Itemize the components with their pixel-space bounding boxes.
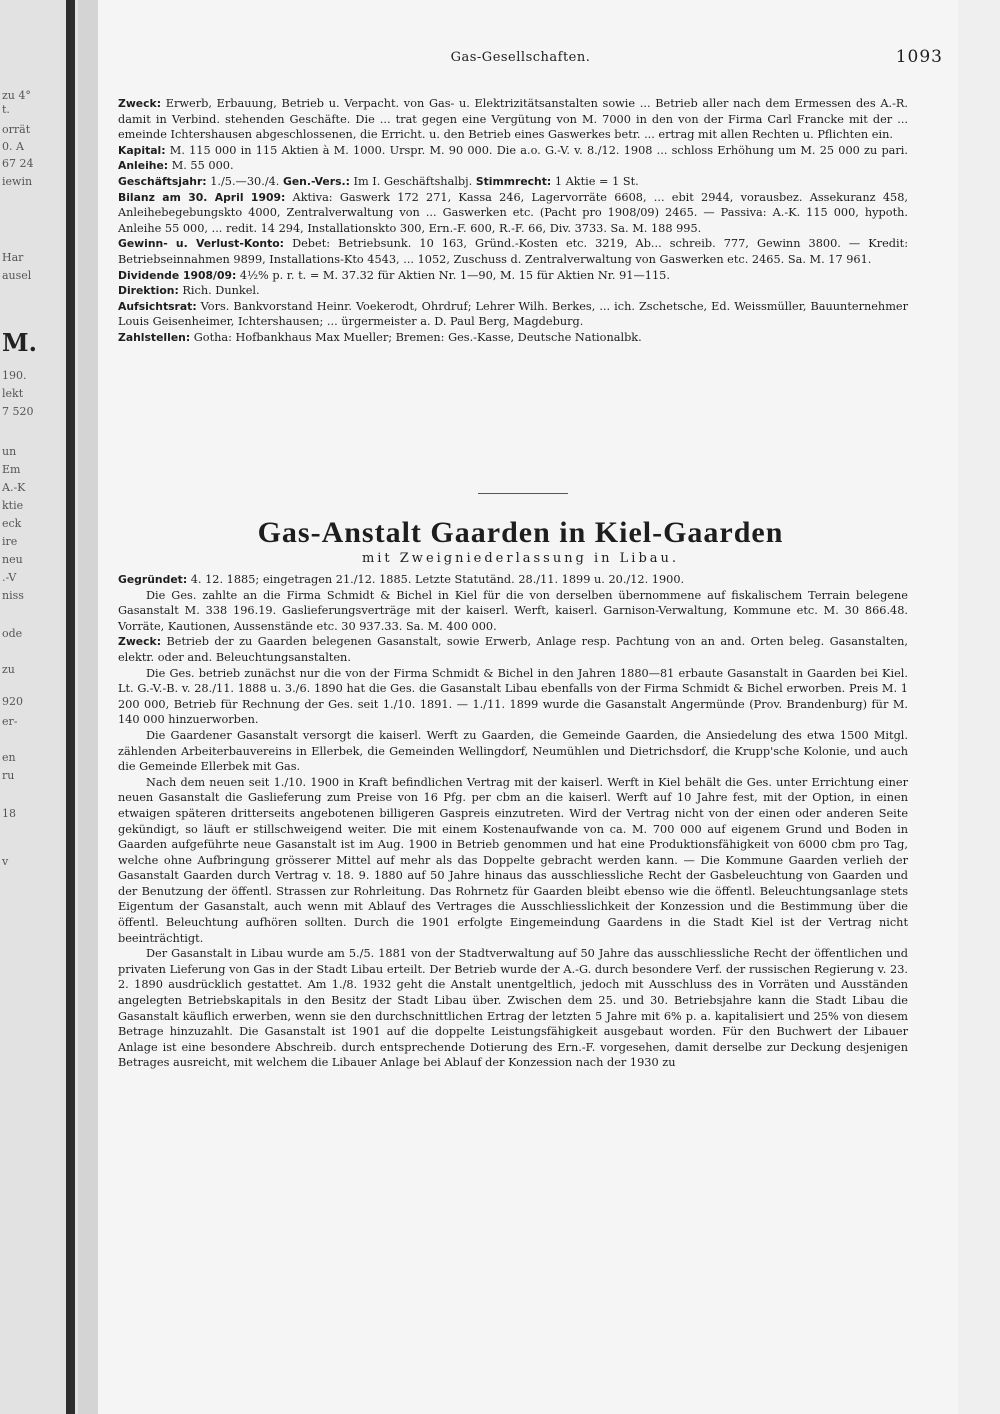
margin-fragment: 0. A <box>2 141 24 153</box>
paragraph-gruendung: Die Ges. zahlte an die Firma Schmidt & Bichel in Kiel für die von derselben übernommene auf fiskalischem Terrain belegene Gasanstalt M. 338 196.19. Gaslieferungsverträge mit der kaiserl. Werft, kaiserl. Garnison-Verwaltung, Kommune etc. M. 30 866.48. Vorräte, Kautionen, Aussenstände etc. 30 937.33. Sa. M. 400 000. <box>118 588 908 633</box>
field-zahlstellen: Zahlstellen: Gotha: Hofbankhaus Max Mueller; Bremen: Ges.-Kasse, Deutsche Nationalbk. <box>118 330 642 344</box>
margin-fragment: ode <box>2 628 23 640</box>
margin-fragment: lekt <box>2 388 24 400</box>
margin-fragment: Har <box>2 252 24 264</box>
margin-fragment: A.-K <box>2 482 26 494</box>
section-divider <box>478 493 568 494</box>
book-page <box>98 0 958 1414</box>
margin-fragment: 920 <box>2 696 23 708</box>
field-geschaeftsjahr: Geschäftsjahr: 1./5.—30./4. Gen.-Vers.: Im I. Geschäftshalbj. Stimmrecht: 1 Aktie = 1 St. <box>118 174 639 188</box>
margin-fragment: ire <box>2 536 18 548</box>
margin-fragment: un <box>2 446 17 458</box>
margin-fragment: neu <box>2 554 23 566</box>
margin-fragment: orrät <box>2 124 31 136</box>
paragraph-vertrag-werft: Nach dem neuen seit 1./10. 1900 in Kraft befindlichen Vertrag mit der kaiserl. Werft in Kiel behält die Ges. unter Errichtung einer neuen Gasanstalt die Gaslieferung zum Preise von 16 Pfg. per cbm an die kaiserl. Werft auf 10 Jahre fest, mit der Option, in einen etwaigen späteren dritterseits angebotenen billigeren Gaspreis einzutreten. Wird der Vertrag nicht von der einen oder anderen Seite gekündigt, so läuft er stillschweigend weiter. Die mit einem Kostenaufwande von ca. M. 700 000 auf eigenem Grund und Boden in Gaarden aufgeführte neue Gasanstalt ist im Aug. 1900 in Betrieb genommen und hat eine Produktionsfähigkeit von 6000 cbm pro Tag, welche ohne Aufbringung grösserer Mittel auf mehr als das Doppelte gebracht werden kann. — Die Kommune Gaarden verlieh der Gasanstalt Gaarden durch Vertrag v. 18. 9. 1880 auf 50 Jahre hinaus das ausschliessliche Recht der Gasbeleuchtung von Gaarden und der Benutzung der öffentl. Strassen zur Rohrleitung. Das Rohrnetz für Gaarden bleibt ebenso wie die öffentl. Beleuchtungsanlage stets Eigentum der Gasanstalt, auch wenn mit Ablauf des Vertrages die Ausschliesslichkeit der Konzession und die Bestimmung über die öffentl. Beleuchtung aufhören sollten. Durch die 1901 erfolgte Eingemeindung Gaardens in die Stadt Kiel ist der Vertrag nicht beeinträchtigt. <box>118 775 908 945</box>
margin-fragment: er- <box>2 716 18 728</box>
book-spine <box>66 0 75 1414</box>
paragraph-libau: Der Gasanstalt in Libau wurde am 5./5. 1881 von der Stadtverwaltung auf 50 Jahre das ausschliessliche Recht der öffentlichen und privaten Lieferung von Gas in der Stadt Libau erteilt. Der Betrieb wurde der A.-G. durch besondere Verf. der russischen Regierung v. 23. 2. 1890 ausdrücklich gestattet. Am 1./8. 1932 geht die Anstalt unentgeltlich, jedoch mit Ausschluss des in Vorräten und Ausständen angelegten Betriebskapitals in den Besitz der Stadt Libau über. Zwischen dem 25. und 30. Betriebsjahre kann die Stadt Libau die Gasanstalt käuflich erwerben, wenn sie den durchschnittlichen Ertrag der letzten 5 Jahre mit 6% p. a. kapitalisiert und 25% von diesem Betrage hinzuzahlt. Die Gasanstalt ist 1901 auf die doppelte Leistungsfähigkeit ausgebaut worden. Für den Buchwert der Libauer Anlage ist eine besondere Abschreib. durch entsprechende Dotierung des Ern.-F. vorgesehen, damit derselbe zur Deckung desjenigen Betrages ausreicht, mit welchem die Libauer Anlage bei Ablauf der Konzession nach der 1930 zu <box>118 947 908 1070</box>
margin-fragment: .-V <box>2 572 17 584</box>
margin-fragment: M. <box>2 330 37 356</box>
margin-fragment: niss <box>2 590 24 602</box>
margin-fragment: eck <box>2 518 22 530</box>
running-title: Gas-Gesellschaften. <box>450 50 591 65</box>
margin-fragment: 18 <box>2 808 16 820</box>
field-bilanz: Bilanz am 30. April 1909: Aktiva: Gaswerk 172 271, Kassa 246, Lagervorräte 6608, ... ebit 2944, vorausbez. Assekuranz 458, Anleihebegebungskto 4000, Zentralverwaltung von ... Gaswerken etc. (Pacht pro 1908/09) 2465. — Passiva: A.-K. 115 000, hypoth. Anleihe 55 000, ... redit. 14 294, Installationskto 300, Ern.-F. 600, R.-F. 66, Div. 3733. Sa. M. 188 995. <box>118 190 909 235</box>
margin-fragment: zu 4° <box>2 90 31 102</box>
field-dividende: Dividende 1908/09: 4½% p. r. t. = M. 37.32 für Aktien Nr. 1—90, M. 15 für Aktien Nr. 91—115. <box>118 268 670 282</box>
entry-gas-anstalt-gaarden <box>118 572 908 1071</box>
field-direktion: Direktion: Rich. Dunkel. <box>118 284 260 298</box>
company-title: Gas-Anstalt Gaarden in Kiel-Gaarden <box>257 516 784 549</box>
margin-fragment: zu <box>2 664 15 676</box>
page-number: 1093 <box>895 47 943 67</box>
paragraph-versorgung: Die Gaardener Gasanstalt versorgt die kaiserl. Werft zu Gaarden, die Gemeinde Gaarden, die Ansiedelung des etwa 1500 Mitgl. zählenden Arbeiterbauvereins in Ellerbek, die Gemeinden Wellingdorf, Neumühlen und Dietrichsdorf, die Krupp'sche Kolonie, und auch die Gemeinde Ellerbek mit Gas. <box>118 728 908 774</box>
field-zweck: Zweck: Erwerb, Erbauung, Betrieb u. Verpacht. von Gas- u. Elektrizitätsanstalten sowie ... Betrieb aller nach dem Ermessen des A.-R. damit in Verbind. stehenden Geschäfte. Die ... trat gegen eine Vergütung von M. 7000 in den von der Firma Carl Francke mit der ... emeinde Ichtershausen abgeschlossenen, die Erricht. u. den Betrieb eines Gaswerkes betr. ... ertrag mit allen Rechten u. Pflichten ein. <box>118 97 908 142</box>
paragraph-geschichte: Die Ges. betrieb zunächst nur die von der Firma Schmidt & Bichel in den Jahren 1880—81 erbaute Gasanstalt in Gaarden bei Kiel. Lt. G.-V.-B. v. 28./11. 1888 u. 3./6. 1890 hat die Ges. die Gasanstalt Libau ebenfalls von der Firma Schmidt & Bichel erworben. Preis M. 1 200 000, Betrieb für Rechnung der Ges. seit 1./10. 1891. — 1./11. 1899 wurde die Gasanstalt Angermünde (Prov. Brandenburg) für M. 140 000 hinzuerworben. <box>118 666 908 727</box>
margin-fragment: ausel <box>2 270 32 282</box>
field-gewinn-verlust: Gewinn- u. Verlust-Konto: Debet: Betriebsunk. 10 163, Gründ.-Kosten etc. 3219, Ab... schreib. 777, Gewinn 3800. — Kredit: Betriebseinnahmen 9899, Installations-Kto 4543, ... 1052, Zuschuss d. Zentralverwaltung von Gaswerken etc. 2465. Sa. M. 17 961. <box>118 237 908 266</box>
margin-fragment: 190. <box>2 370 27 382</box>
company-subtitle: mit Zweigniederlassung in Libau. <box>361 551 680 566</box>
margin-fragment: 7 520 <box>2 406 34 418</box>
field-zweck: Zweck: Betrieb der zu Gaarden belegenen Gasanstalt, sowie Erwerb, Anlage resp. Pachtung von an and. Orten beleg. Gasanstalten, elektr. oder and. Beleuchtungsanstalten. <box>118 635 908 664</box>
margin-fragment: v <box>2 856 9 868</box>
margin-fragment: iewin <box>2 176 33 188</box>
field-gegruendet: Gegründet: 4. 12. 1885; eingetragen 21./12. 1885. Letzte Statutänd. 28./11. 1899 u. 20./12. 1900. <box>118 573 685 586</box>
field-aufsichtsrat: Aufsichtsrat: Vors. Bankvorstand Heinr. Voekerodt, Ohrdruf; Lehrer Wilh. Berkes, ... ich. Zschetsche, Ed. Weissmüller, Bauunternehmer Louis Geisenheimer, Ichtershausen; ... ürgermeister a. D. Paul Berg, Magdeburg. <box>118 299 908 329</box>
margin-fragment: ktie <box>2 500 24 512</box>
margin-fragment: en <box>2 752 16 764</box>
facing-page-margin <box>0 0 78 1414</box>
margin-fragment: ru <box>2 770 15 782</box>
margin-fragment: 67 24 <box>2 158 34 170</box>
running-header <box>98 47 943 74</box>
margin-fragment: Em <box>2 464 21 476</box>
field-kapital: Kapital: M. 115 000 in 115 Aktien à M. 1000. Urspr. M. 90 000. Die a.o. G.-V. v. 8./12. 1908 ... schloss Erhöhung um M. 25 000 zu pari. Anleihe: M. 55 000. <box>118 143 909 173</box>
margin-fragment: t. <box>2 104 10 116</box>
entry-first-company <box>118 96 908 346</box>
